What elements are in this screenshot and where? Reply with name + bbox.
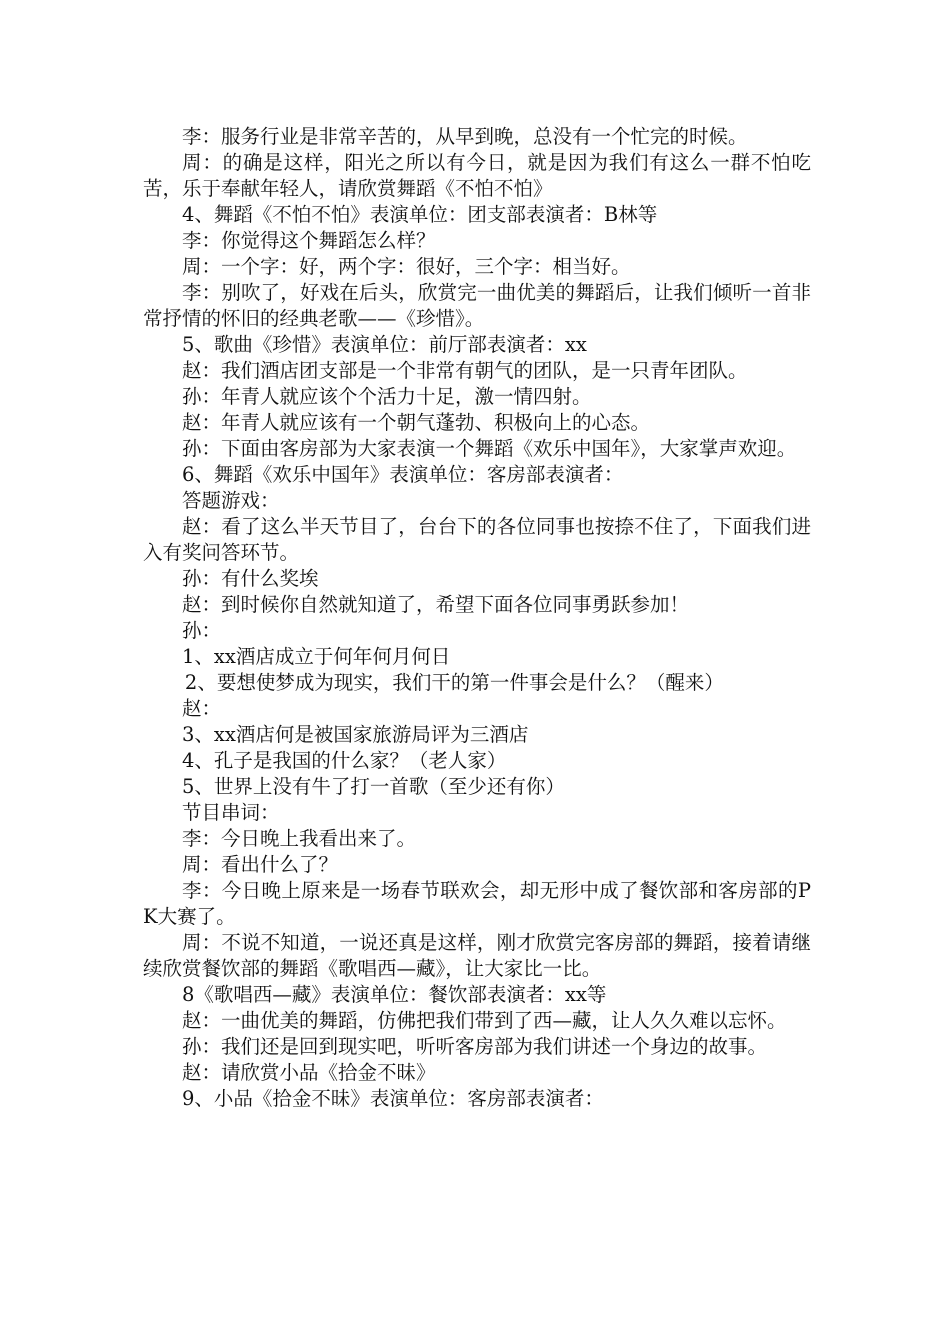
paragraph: 2、要想使梦成为现实，我们干的第一件事会是什么？（醒来）: [184, 671, 724, 694]
paragraph: 5、歌曲《珍惜》表演单位：前厅部表演者：xx: [182, 333, 587, 356]
paragraph: 赵：年青人就应该有一个朝气蓬勃、积极向上的心态。: [182, 411, 651, 434]
paragraph: 孙：我们还是回到现实吧，听听客房部为我们讲述一个身边的故事。: [182, 1035, 768, 1058]
paragraph: 孙：有什么奖埃: [182, 567, 319, 590]
paragraph: 4、孔子是我国的什么家？（老人家）: [182, 749, 507, 772]
paragraph: 李：服务行业是非常辛苦的，从早到晚，总没有一个忙完的时候。: [182, 125, 748, 148]
document-page: [143, 124, 811, 1112]
paragraph: 4、舞蹈《不怕不怕》表演单位：团支部表演者：B林等: [182, 203, 658, 226]
paragraph: 1、xx酒店成立于何年何月何日: [182, 645, 451, 668]
paragraph: 孙：年青人就应该个个活力十足，激一情四射。: [182, 385, 592, 408]
paragraph: 李：今日晚上我看出来了。: [182, 827, 417, 850]
paragraph: 赵：: [182, 697, 222, 720]
paragraph: 6、舞蹈《欢乐中国年》表演单位：客房部表演者：: [182, 463, 624, 486]
paragraph: 周：不说不知道，一说还真是这样，刚才欣赏完客房部的舞蹈，接着请继续欣赏餐饮部的舞蹈《歌唱西—藏》，让大家比一比。: [143, 931, 811, 980]
paragraph: 赵：到时候你自然就知道了，希望下面各位同事勇跃参加！: [182, 593, 690, 616]
paragraph: 孙：下面由客房部为大家表演一个舞蹈《欢乐中国年》，大家掌声欢迎。: [182, 437, 797, 460]
paragraph: 李：今日晚上原来是一场春节联欢会，却无形中成了餐饮部和客房部的PK大赛了。: [143, 879, 811, 928]
paragraph: 李：你觉得这个舞蹈怎么样？: [182, 229, 436, 252]
paragraph: 节目串词：: [182, 801, 280, 824]
paragraph: 5、世界上没有牛了打一首歌（至少还有你）: [182, 775, 565, 798]
paragraph: 周：一个字：好，两个字：很好，三个字：相当好。: [182, 255, 631, 278]
paragraph: 周：的确是这样，阳光之所以有今日，就是因为我们有这么一群不怕吃苦，乐于奉献年轻人，请欣赏舞蹈《不怕不怕》: [143, 151, 811, 200]
paragraph: 赵：请欣赏小品《拾金不昧》: [182, 1061, 436, 1084]
paragraph: 赵：看了这么半天节目了，台台下的各位同事也按捺不住了，下面我们进入有奖问答环节。: [143, 515, 811, 564]
paragraph: 8《歌唱西—藏》表演单位：餐饮部表演者：xx等: [182, 983, 607, 1006]
paragraph: 赵：一曲优美的舞蹈，仿佛把我们带到了西—藏，让人久久难以忘怀。: [182, 1009, 787, 1032]
paragraph: 赵：我们酒店团支部是一个非常有朝气的团队，是一只青年团队。: [182, 359, 748, 382]
paragraph: 3、xx酒店何是被国家旅游局评为三酒店: [182, 723, 529, 746]
paragraph: 9、小品《拾金不昧》表演单位：客房部表演者：: [182, 1087, 604, 1110]
paragraph: 答题游戏：: [182, 489, 280, 512]
paragraph: 周：看出什么了？: [182, 853, 339, 876]
paragraph: 孙：: [182, 619, 222, 642]
paragraph: 李：别吹了，好戏在后头，欣赏完一曲优美的舞蹈后，让我们倾听一首非常抒情的怀旧的经典老歌——《珍惜》。: [143, 281, 811, 330]
